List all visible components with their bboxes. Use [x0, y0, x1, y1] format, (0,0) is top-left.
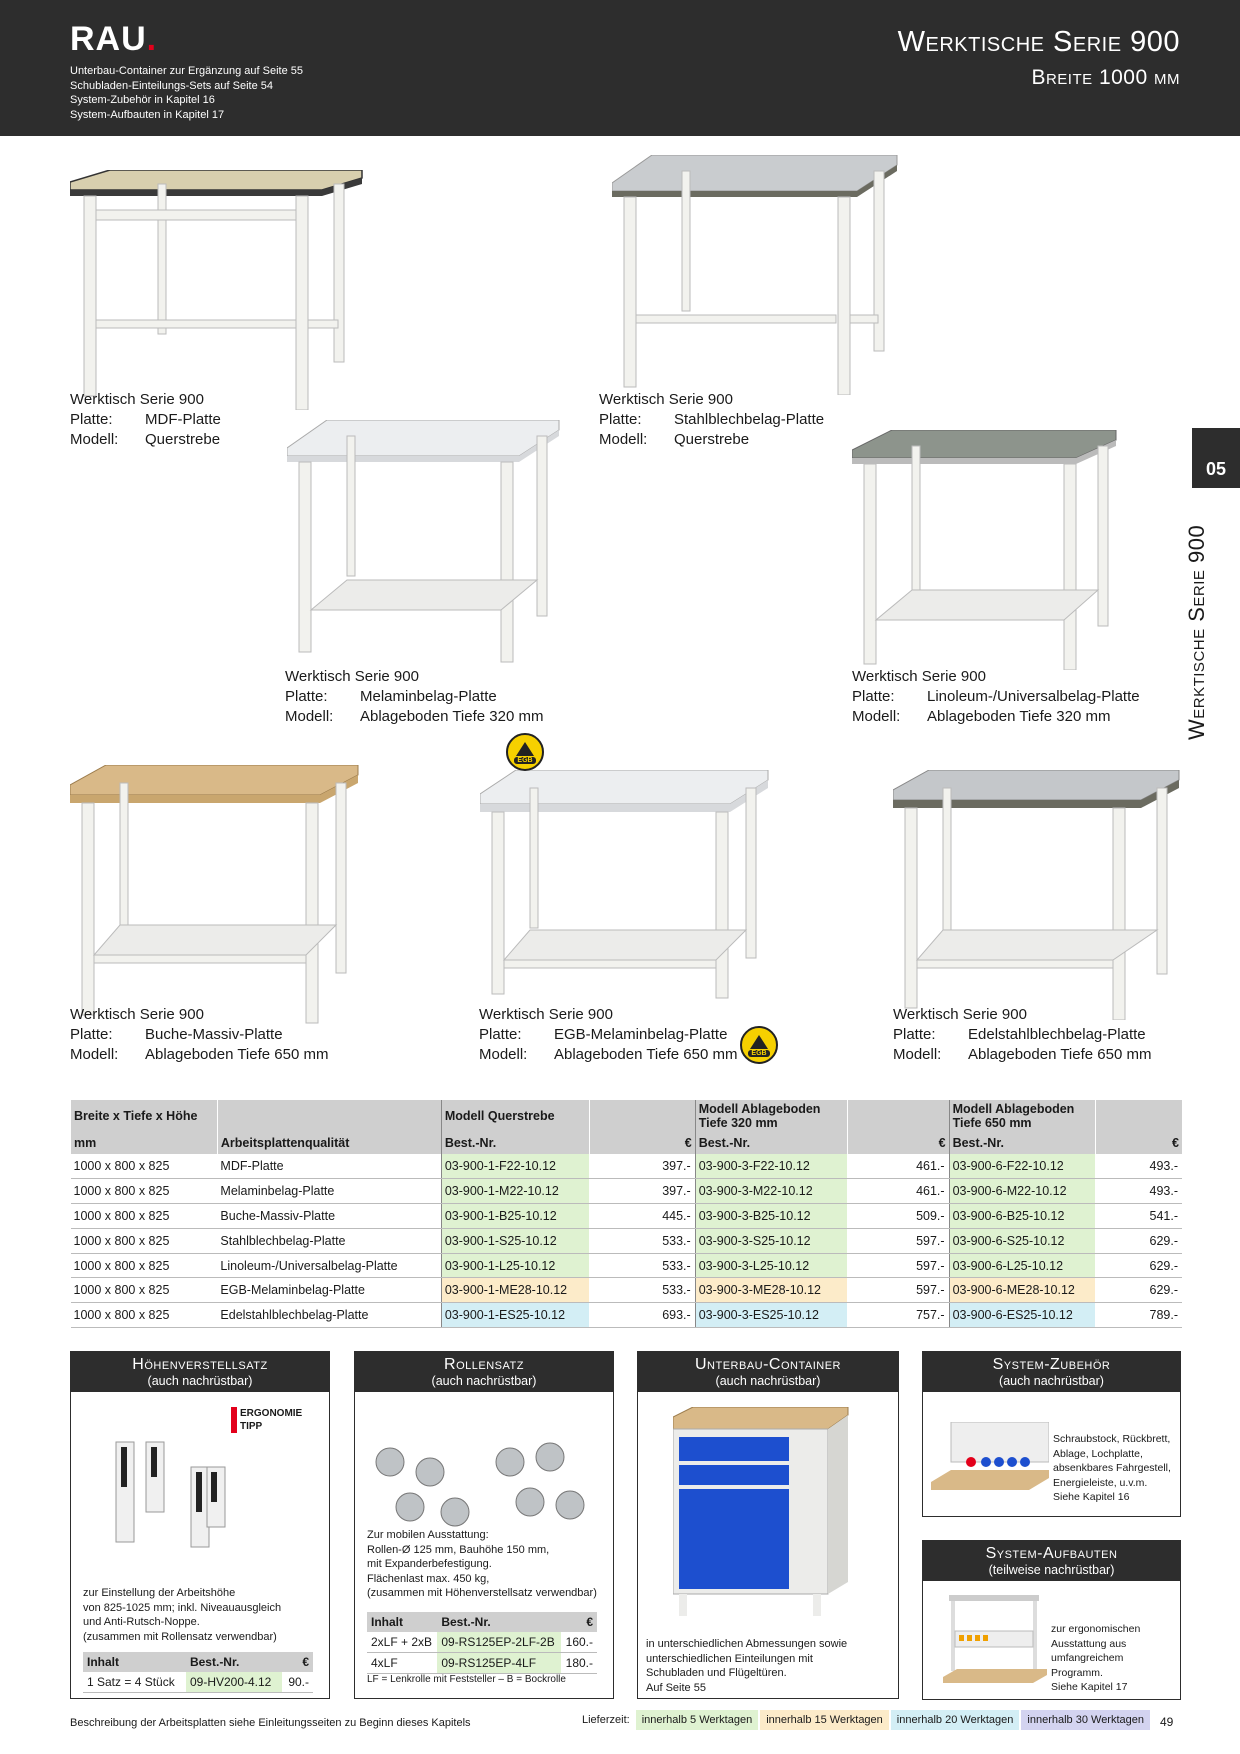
delivery-15-chip: innerhalb 15 Werktagen	[760, 1710, 889, 1730]
delivery-5-chip: innerhalb 5 Werktagen	[636, 1710, 758, 1730]
table-image-melamin	[287, 420, 567, 668]
table-cell: 03-900-6-L25-10.12	[949, 1253, 1095, 1278]
page-header	[0, 0, 1240, 136]
page-title: Werktische Serie 900	[897, 26, 1180, 58]
system-aufbauten-box	[922, 1540, 1181, 1700]
table-cell: 629.-	[1095, 1278, 1182, 1303]
table-image-edelstahl	[893, 770, 1183, 1020]
table-cell: 03-900-3-L25-10.12	[695, 1253, 847, 1278]
rollensatz-box	[354, 1351, 614, 1699]
table-cell: 03-900-1-ME28-10.12	[441, 1278, 589, 1303]
unterbau-container-box	[637, 1351, 899, 1699]
ergonomie-tipp-badge: ERGONOMIE TIPP	[231, 1407, 302, 1433]
table-image-egb	[480, 770, 770, 1000]
box-header: Unterbau-Container (auch nachrüstbar)	[638, 1352, 898, 1392]
table-cell: 629.-	[1095, 1253, 1182, 1278]
table-cell: 597.-	[847, 1278, 949, 1303]
table-cell: 03-900-1-L25-10.12	[441, 1253, 589, 1278]
table-row	[71, 1278, 1183, 1303]
table-image-mdf	[70, 170, 370, 410]
header-note: Unterbau-Container zur Ergänzung auf Seite 55	[70, 65, 303, 77]
table-cell: 493.-	[1095, 1179, 1182, 1204]
box-description: zur Einstellung der Arbeitshöhe von 825-1025 mm; inkl. Niveauausgleich und Anti-Rutsch-Noppe. (zusammen mit Rollensatz verwendbar)	[83, 1587, 282, 1643]
table-cell: 03-900-1-F22-10.12	[441, 1154, 589, 1179]
table-cell: 397.-	[589, 1154, 695, 1179]
table-cell: 461.-	[847, 1154, 949, 1179]
product-caption: Werktisch Serie 900 Platte: Edelstahlblechbelag-Platte Modell: Ablageboden Tiefe 650 mm	[893, 1006, 1152, 1063]
system-zubehoer-box	[922, 1351, 1181, 1517]
superstructure-image	[943, 1591, 1047, 1691]
table-cell: 03-900-6-B25-10.12	[949, 1204, 1095, 1229]
table-cell: 693.-	[589, 1303, 695, 1328]
box-note: LF = Lenkrolle mit Feststeller – B = Bockrolle	[367, 1674, 566, 1685]
delivery-legend: Lieferzeit: innerhalb 5 Werktagen innerhalb 15 Werktagen innerhalb 20 Werktagen innerhalb 30 Werktagen	[582, 1710, 1152, 1730]
table-image-buche	[70, 765, 360, 1025]
rau-logo: RAU.	[70, 20, 158, 58]
accessories-image	[931, 1422, 1049, 1502]
side-label: Werktische Serie 900	[1184, 524, 1209, 740]
table-cell: 541.-	[1095, 1204, 1182, 1229]
table-cell: 1000 x 800 x 825	[71, 1228, 218, 1253]
header-notes	[70, 64, 303, 122]
table-cell: 533.-	[589, 1228, 695, 1253]
table-cell: 03-900-6-F22-10.12	[949, 1154, 1095, 1179]
table-cell: 1000 x 800 x 825	[71, 1253, 218, 1278]
table-cell: 629.-	[1095, 1228, 1182, 1253]
table-cell: 03-900-3-M22-10.12	[695, 1179, 847, 1204]
table-cell: 533.-	[589, 1278, 695, 1303]
table-cell: Linoleum-/Universalbelag-Platte	[217, 1253, 441, 1278]
box-header: System-Zubehör (auch nachrüstbar)	[923, 1352, 1180, 1392]
delivery-20-chip: innerhalb 20 Werktagen	[891, 1710, 1020, 1730]
table-row	[71, 1228, 1183, 1253]
box-header: System-Aufbauten (teilweise nachrüstbar)	[923, 1541, 1180, 1581]
product-caption: Werktisch Serie 900 Platte: MDF-Platte Modell: Querstrebe	[70, 391, 221, 448]
table-row	[71, 1179, 1183, 1204]
product-caption: Werktisch Serie 900 Platte: Stahlblechbelag-Platte Modell: Querstrebe	[599, 391, 825, 448]
table-cell: MDF-Platte	[217, 1154, 441, 1179]
box-description: zur ergonomischen Ausstattung aus umfangreichem Programm. Siehe Kapitel 17	[1051, 1623, 1141, 1693]
footer-note: Beschreibung der Arbeitsplatten siehe Einleitungsseiten zu Beginn dieses Kapitels	[70, 1717, 471, 1729]
table-cell: 03-900-6-ME28-10.12	[949, 1278, 1095, 1303]
table-row	[71, 1303, 1183, 1328]
header-note: Schubladen-Einteilungs-Sets auf Seite 54	[70, 79, 274, 92]
table-cell: 03-900-6-S25-10.12	[949, 1228, 1095, 1253]
page-number: 49	[1160, 1715, 1174, 1729]
delivery-30-chip: innerhalb 30 Werktagen	[1021, 1710, 1150, 1730]
table-cell: Stahlblechbelag-Platte	[217, 1228, 441, 1253]
box-price-table: Inhalt Best.-Nr. € 1 Satz = 4 Stück 09-HV200-4.12 90.-	[83, 1652, 313, 1693]
product-caption: Werktisch Serie 900 Platte: Melaminbelag-Platte Modell: Ablageboden Tiefe 320 mm	[285, 668, 544, 725]
box-description: Zur mobilen Ausstattung: Rollen-Ø 125 mm, Bauhöhe 150 mm, mit Expanderbefestigung. Flächenlast max. 450 kg, (zusammen mit Höhenverstellsatz verwendbar)	[367, 1529, 597, 1599]
header-note: System-Aufbauten in Kapitel 17	[70, 108, 225, 121]
table-cell: 03-900-3-ES25-10.12	[695, 1303, 847, 1328]
table-cell: 03-900-3-F22-10.12	[695, 1154, 847, 1179]
table-cell: Buche-Massiv-Platte	[217, 1204, 441, 1229]
table-cell: 397.-	[589, 1179, 695, 1204]
table-cell: 789.-	[1095, 1303, 1182, 1328]
table-cell: Melaminbelag-Platte	[217, 1179, 441, 1204]
table-cell: 597.-	[847, 1228, 949, 1253]
egb-badge-icon: EGB	[740, 1026, 778, 1064]
table-row	[71, 1154, 1183, 1179]
hoehenverstellsatz-box	[70, 1351, 330, 1699]
table-cell: 1000 x 800 x 825	[71, 1278, 218, 1303]
egb-badge-icon: EGB	[506, 733, 544, 771]
casters-image	[370, 1417, 595, 1537]
leveling-feet-image	[111, 1422, 231, 1552]
product-caption: Werktisch Serie 900 Platte: Linoleum-/Universalbelag-Platte Modell: Ablageboden Tiefe 320 mm	[852, 668, 1140, 725]
table-cell: 03-900-6-M22-10.12	[949, 1179, 1095, 1204]
table-cell: 1000 x 800 x 825	[71, 1154, 218, 1179]
table-cell: 1000 x 800 x 825	[71, 1179, 218, 1204]
table-cell: 03-900-1-ES25-10.12	[441, 1303, 589, 1328]
table-cell: 03-900-3-ME28-10.12	[695, 1278, 847, 1303]
box-description: in unterschiedlichen Abmessungen sowie unterschiedlichen Einteilungen mit Schubladen und Flügeltüren. Auf Seite 55	[646, 1638, 848, 1694]
box-price-table: Inhalt Best.-Nr. € 2xLF + 2xB 09-RS125EP-2LF-2B 160.- 4xLF 09-RS125EP-4LF 180.-	[367, 1612, 597, 1674]
table-row: 2xLF + 2xB 09-RS125EP-2LF-2B 160.-	[367, 1632, 597, 1653]
table-cell: EGB-Melaminbelag-Platte	[217, 1278, 441, 1303]
table-cell: 493.-	[1095, 1154, 1182, 1179]
table-row: 4xLF 09-RS125EP-4LF 180.-	[367, 1653, 597, 1674]
table-row	[71, 1253, 1183, 1278]
table-row	[71, 1204, 1183, 1229]
table-cell: 03-900-1-M22-10.12	[441, 1179, 589, 1204]
table-cell: 757.-	[847, 1303, 949, 1328]
table-header-row: Breite x Tiefe x Höhe Modell Querstrebe Modell Ablageboden Tiefe 320 mm Modell Ablageboden Tiefe 650 mm	[71, 1100, 1183, 1132]
price-table-body	[71, 1154, 1183, 1328]
table-cell: 509.-	[847, 1204, 949, 1229]
table-cell: 533.-	[589, 1253, 695, 1278]
table-header-row: mm Arbeitsplattenqualität Best.-Nr. € Best.-Nr. € Best.-Nr. €	[71, 1132, 1183, 1154]
table-cell: 1000 x 800 x 825	[71, 1303, 218, 1328]
table-cell: 1000 x 800 x 825	[71, 1204, 218, 1229]
box-header: Rollensatz (auch nachrüstbar)	[355, 1352, 613, 1392]
table-cell: 03-900-1-S25-10.12	[441, 1228, 589, 1253]
product-caption: Werktisch Serie 900 Platte: EGB-Melaminbelag-Platte Modell: Ablageboden Tiefe 650 mm	[479, 1006, 738, 1063]
page-subtitle: Breite 1000 mm	[1031, 66, 1180, 89]
table-cell: 597.-	[847, 1253, 949, 1278]
table-image-linoleum	[852, 430, 1122, 670]
table-cell: Edelstahlblechbelag-Platte	[217, 1303, 441, 1328]
table-cell: 03-900-6-ES25-10.12	[949, 1303, 1095, 1328]
box-header: Höhenverstellsatz (auch nachrüstbar)	[71, 1352, 329, 1392]
table-cell: 03-900-3-S25-10.12	[695, 1228, 847, 1253]
table-cell: 03-900-3-B25-10.12	[695, 1204, 847, 1229]
product-caption: Werktisch Serie 900 Platte: Buche-Massiv-Platte Modell: Ablageboden Tiefe 650 mm	[70, 1006, 329, 1063]
chapter-tab[interactable]: 05	[1192, 428, 1240, 488]
table-cell: 03-900-1-B25-10.12	[441, 1204, 589, 1229]
table-cell: 461.-	[847, 1179, 949, 1204]
table-image-stahl	[612, 155, 902, 395]
table-cell: 445.-	[589, 1204, 695, 1229]
container-image	[673, 1407, 863, 1622]
header-note: System-Zubehör in Kapitel 16	[70, 94, 215, 106]
table-row: 1 Satz = 4 Stück 09-HV200-4.12 90.-	[83, 1672, 313, 1693]
box-description: Schraubstock, Rückbrett, Ablage, Lochplatte, absenkbares Fahrgestell, Energieleiste, u.v.m. Siehe Kapitel 16	[1053, 1433, 1171, 1503]
price-table	[70, 1100, 1182, 1328]
